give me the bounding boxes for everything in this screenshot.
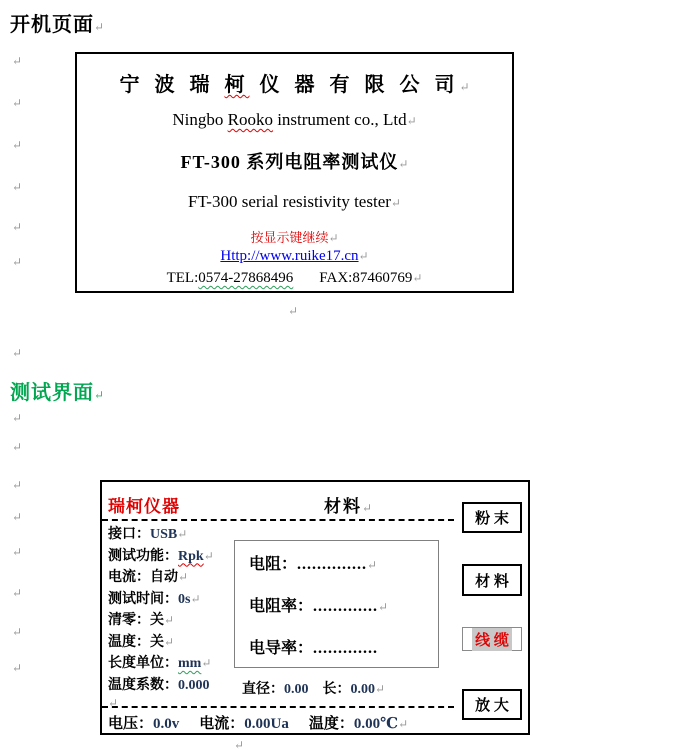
mode-label: 材料↵ xyxy=(324,497,373,516)
spellcheck-wavy: Rooko xyxy=(227,110,273,129)
button-label: 材 料 xyxy=(475,573,509,590)
live-value: 0.0v xyxy=(153,716,180,732)
tel-fax-row xyxy=(77,270,512,287)
reading-label: 电阻： xyxy=(249,556,298,573)
press-display-prompt: 按显示键继续↵ xyxy=(250,230,339,245)
paragraph-mark-icon: ↵ xyxy=(201,656,212,670)
brand-label: 瑞柯仪器 xyxy=(108,497,180,516)
paragraph-mark-icon: ↵ xyxy=(328,231,339,245)
paragraph-mark-icon: ↵ xyxy=(12,545,23,559)
param-label: 温度系数： xyxy=(108,677,178,693)
param-row xyxy=(108,546,214,568)
paragraph-mark-icon: ↵ xyxy=(190,591,201,606)
zoom-button[interactable] xyxy=(462,689,522,720)
paragraph-mark-icon: ↵ xyxy=(412,271,423,285)
reading-label: 电阻率： xyxy=(249,598,314,615)
paragraph-mark-icon: ↵ xyxy=(288,304,299,318)
reading-dots: ............. xyxy=(313,640,379,657)
paragraph-mark-icon: ↵ xyxy=(177,527,188,541)
product-name-en: FT-300 serial resistivity tester↵ xyxy=(188,192,401,211)
paragraph-mark-icon: ↵ xyxy=(94,388,105,402)
paragraph-mark-icon: ↵ xyxy=(375,682,386,696)
param-value: Rpk xyxy=(178,548,204,564)
length-value: 0.00 xyxy=(350,682,375,697)
param-value: 关 xyxy=(150,634,164,650)
param-value: 自动 xyxy=(150,570,178,585)
live-value: 0.00Ua xyxy=(244,716,289,732)
param-label: 测试时间： xyxy=(108,591,178,607)
tel-label: TEL: xyxy=(166,270,199,286)
param-value: 0s xyxy=(178,591,191,607)
paragraph-mark-icon: ↵ xyxy=(406,114,417,128)
paragraph-mark-icon: ↵ xyxy=(203,548,214,563)
param-label: 测试功能： xyxy=(108,548,178,564)
dimensions-row xyxy=(242,678,385,698)
fax-text: FAX:87460769 xyxy=(319,270,413,286)
paragraph-mark-icon: ↵ xyxy=(12,220,23,234)
cable-button[interactable] xyxy=(462,627,522,651)
button-label: 线 缆 xyxy=(472,628,512,651)
live-values-row xyxy=(108,712,408,733)
live-label: 温度： xyxy=(308,716,354,732)
company-name-cn: 宁 波 瑞 柯 仪 器 有 限 公 司↵ xyxy=(119,74,470,96)
param-row xyxy=(108,567,214,589)
paragraph-mark-icon: ↵ xyxy=(94,20,105,34)
paragraph-mark-icon: ↵ xyxy=(12,440,23,454)
button-label: 放 大 xyxy=(475,698,509,714)
reading-row xyxy=(249,551,377,574)
divider-dashed-top xyxy=(102,519,454,521)
param-label: 长度单位： xyxy=(108,656,178,671)
paragraph-mark-icon: ↵ xyxy=(12,138,23,152)
paragraph-mark-icon: ↵ xyxy=(358,249,369,263)
material-button[interactable] xyxy=(462,564,522,596)
paragraph-mark-icon: ↵ xyxy=(459,80,470,94)
paragraph-mark-icon: ↵ xyxy=(178,570,189,584)
paragraph-mark-icon: ↵ xyxy=(12,586,23,600)
param-value: 0.000 xyxy=(178,677,210,693)
paragraph-mark-icon: ↵ xyxy=(12,96,23,110)
paragraph-mark-icon: ↵ xyxy=(362,501,373,515)
paragraph-mark-icon: ↵ xyxy=(12,661,23,675)
diameter-label: 直径： xyxy=(242,682,284,697)
param-label: 温度： xyxy=(108,634,150,650)
parameter-list xyxy=(108,524,214,696)
param-row xyxy=(108,653,214,675)
paragraph-mark-icon: ↵ xyxy=(367,558,378,572)
grammar-wavy: 0574-27868496 xyxy=(198,270,294,286)
spellcheck-wavy: 柯 xyxy=(224,74,250,96)
test-screen-frame xyxy=(100,480,530,735)
reading-row xyxy=(249,635,378,658)
paragraph-mark-icon: ↵ xyxy=(164,634,175,649)
paragraph-mark-icon: ↵ xyxy=(108,696,119,710)
website-link[interactable]: Http://www.ruike17.cn xyxy=(220,248,359,264)
paragraph-mark-icon: ↵ xyxy=(378,600,389,614)
param-row xyxy=(108,610,214,632)
test-page-heading: 测试界面↵ xyxy=(10,382,105,404)
param-row xyxy=(108,524,214,546)
paragraph-mark-icon: ↵ xyxy=(234,738,245,752)
paragraph-mark-icon: ↵ xyxy=(398,717,409,731)
paragraph-mark-icon: ↵ xyxy=(12,411,23,425)
paragraph-mark-icon: ↵ xyxy=(12,625,23,639)
live-value: 0.00℃ xyxy=(353,716,399,732)
param-value: mm xyxy=(178,656,202,671)
length-label: 长： xyxy=(322,682,351,697)
param-label: 清零： xyxy=(108,613,150,628)
param-value: USB xyxy=(150,527,178,542)
reading-dots: .............. xyxy=(297,556,368,573)
param-label: 接口： xyxy=(108,527,150,542)
button-label: 粉 末 xyxy=(475,511,509,527)
company-name-en: Ningbo Rooko instrument co., Ltd↵ xyxy=(172,110,417,129)
live-label: 电压： xyxy=(108,716,154,732)
paragraph-mark-icon: ↵ xyxy=(164,613,175,627)
param-row xyxy=(108,632,214,654)
diameter-value: 0.00 xyxy=(284,682,309,697)
website-link-row xyxy=(77,248,512,265)
divider-dashed-bottom xyxy=(102,706,454,708)
product-name-cn: FT-300 系列电阻率测试仪↵ xyxy=(180,152,409,172)
paragraph-mark-icon: ↵ xyxy=(12,478,23,492)
boot-page-heading: 开机页面↵ xyxy=(10,14,105,36)
powder-button[interactable] xyxy=(462,502,522,533)
paragraph-mark-icon: ↵ xyxy=(12,180,23,194)
reading-row xyxy=(249,593,388,616)
reading-dots: ............. xyxy=(313,598,379,615)
paragraph-mark-icon: ↵ xyxy=(390,196,401,210)
param-row xyxy=(108,589,214,611)
paragraph-mark-icon: ↵ xyxy=(12,510,23,524)
readings-frame xyxy=(234,540,439,668)
paragraph-mark-icon: ↵ xyxy=(398,157,409,171)
param-value: 关 xyxy=(150,613,164,628)
reading-label: 电导率： xyxy=(249,640,314,657)
live-label: 电流： xyxy=(199,716,245,732)
paragraph-mark-icon: ↵ xyxy=(12,54,23,68)
paragraph-mark-icon: ↵ xyxy=(12,255,23,269)
boot-screen-frame xyxy=(75,52,514,293)
param-row xyxy=(108,675,214,697)
param-label: 电流： xyxy=(108,570,150,585)
paragraph-mark-icon: ↵ xyxy=(12,346,23,360)
